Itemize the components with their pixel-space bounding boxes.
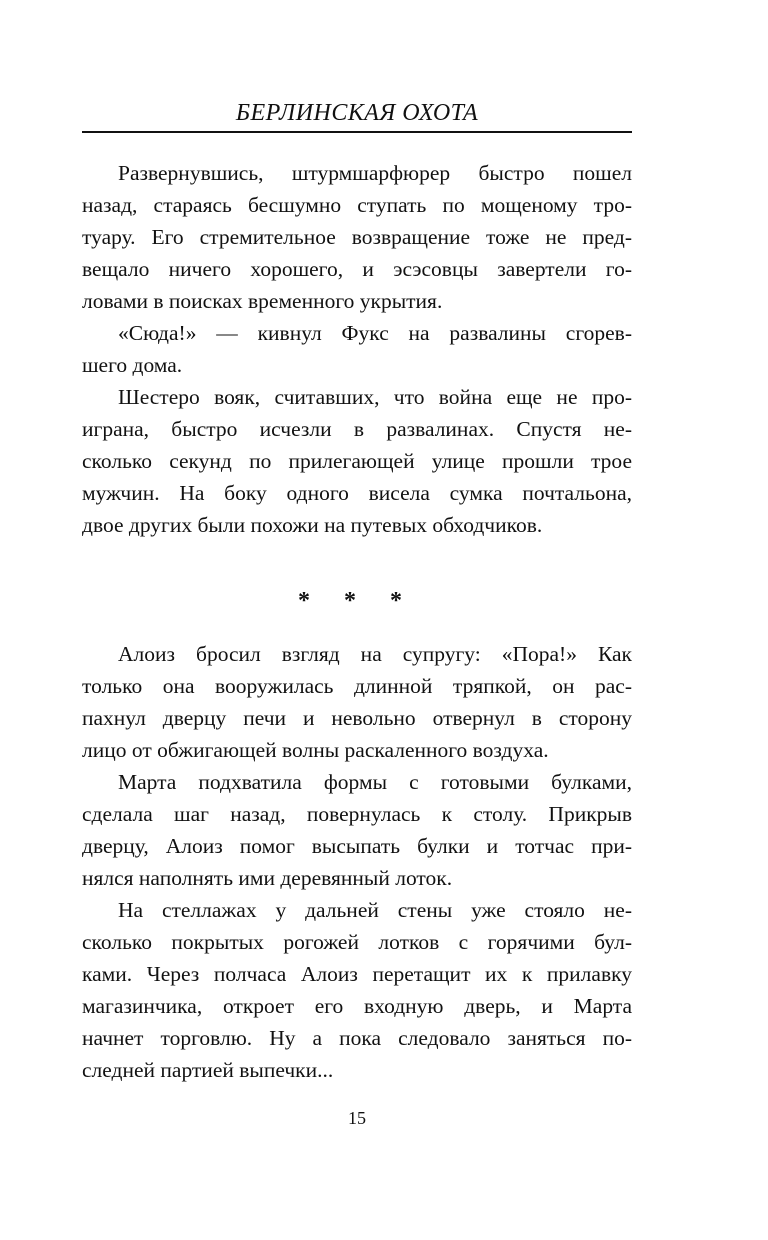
- text-line: вещало ничего хорошего, и эсэсовцы завертели го-: [82, 257, 632, 281]
- text-line: Шестеро вояк, считавших, что война еще не про-: [118, 385, 632, 409]
- text-line: Алоиз бросил взгляд на супругу: «Пора!» Как: [118, 642, 632, 666]
- running-head-title: БЕРЛИНСКАЯ ОХОТА: [235, 100, 479, 126]
- text-line: «Сюда!» — кивнул Фукс на развалины сгорев-: [118, 321, 632, 345]
- section-2: [82, 638, 632, 1086]
- text-line: мужчин. На боку одного висела сумка почтальона,: [82, 481, 632, 505]
- text-line: сделала шаг назад, повернулась к столу. Прикрыв: [82, 802, 632, 826]
- text-line: На стеллажах у дальней стены уже стояло не-: [118, 898, 632, 922]
- text-line: назад, стараясь бесшумно ступать по мощеному тро-: [82, 193, 632, 217]
- paragraph: [82, 638, 632, 766]
- text-line: ловами в поисках временного укрытия.: [82, 289, 443, 313]
- text-line: пахнул дверцу печи и невольно отвернул в сторону: [82, 706, 632, 730]
- text-line: играна, быстро исчезли в развалинах. Спустя не-: [82, 417, 632, 441]
- paragraph: [82, 157, 632, 317]
- header-rule: [82, 131, 632, 133]
- paragraph: [82, 894, 632, 1086]
- text-line: Марта подхватила формы с готовыми булками,: [118, 770, 632, 794]
- page-number: 15: [348, 1108, 366, 1128]
- section-separator: * * *: [298, 588, 416, 614]
- text-line: Развернувшись, штурмшарфюрер быстро пошел: [118, 161, 632, 185]
- paragraph: [82, 317, 632, 381]
- text-line: ками. Через полчаса Алоиз перетащит их к прилавку: [82, 962, 632, 986]
- text-line: лицо от обжигающей волны раскаленного воздуха.: [82, 738, 549, 762]
- text-line: шего дома.: [82, 353, 183, 377]
- paragraph: [82, 381, 632, 541]
- text-line: магазинчика, откроет его входную дверь, и Марта: [82, 994, 632, 1018]
- text-line: туару. Его стремительное возвращение тоже не пред-: [82, 225, 632, 249]
- text-line: двое других были похожи на путевых обходчиков.: [82, 513, 543, 537]
- text-line: следней партией выпечки...: [82, 1058, 334, 1082]
- text-line: сколько покрытых рогожей лотков с горячими бул-: [82, 930, 632, 954]
- text-line: нялся наполнять ими деревянный лоток.: [82, 866, 453, 890]
- text-line: начнет торговлю. Ну а пока следовало заняться по-: [82, 1026, 632, 1050]
- text-line: дверцу, Алоиз помог высыпать булки и тотчас при-: [82, 834, 632, 858]
- text-line: только она вооружилась длинной тряпкой, он рас-: [82, 674, 632, 698]
- paragraph: [82, 766, 632, 894]
- section-1: [82, 157, 632, 541]
- text-line: сколько секунд по прилегающей улице прошли трое: [82, 449, 632, 473]
